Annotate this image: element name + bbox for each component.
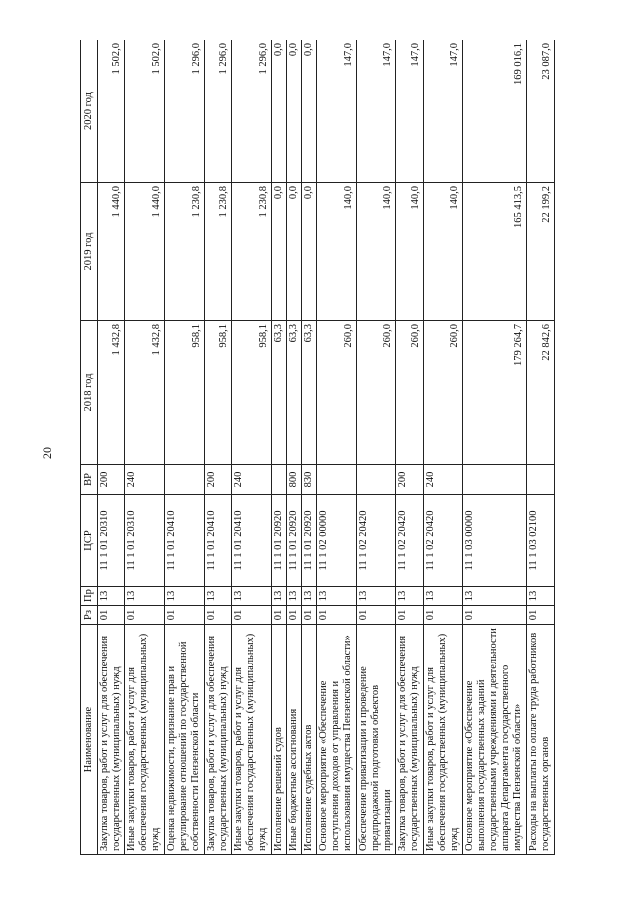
cell-csr: 11 1 01 20410	[165, 495, 205, 587]
cell-vr: 200	[204, 465, 231, 495]
cell-vr	[356, 465, 396, 495]
cell-csr: 11 1 01 20410	[232, 495, 272, 587]
cell-2019: 165 413,5	[463, 183, 527, 321]
cell-vr: 800	[286, 465, 301, 495]
cell-csr: 11 1 02 00000	[317, 495, 357, 587]
cell-2018: 63,3	[286, 321, 301, 465]
cell-2019: 0,0	[286, 183, 301, 321]
table-row	[463, 40, 527, 855]
cell-2020: 1 502,0	[125, 40, 165, 183]
cell-name: Закупка товаров, работ и услуг для обеспечения государственных (муниципальных) нужд	[204, 625, 231, 855]
cell-vr: 240	[423, 465, 463, 495]
cell-csr: 11 1 01 20310	[125, 495, 165, 587]
cell-2020: 147,0	[396, 40, 423, 183]
table-row	[125, 40, 165, 855]
cell-pr: 13	[463, 587, 527, 606]
cell-rz: 01	[125, 606, 165, 625]
table-row	[204, 40, 231, 855]
cell-name: Оценка недвижимости, признание прав и регулирование отношений по государственной собственности Пензенской области	[165, 625, 205, 855]
cell-pr: 13	[286, 587, 301, 606]
cell-vr: 240	[232, 465, 272, 495]
cell-name: Основное мероприятие «Обеспечение выполнения государственных заданий государственными учреждениями и деятельности аппарата Департамента государственного имущества Пензенской области»	[463, 625, 527, 855]
cell-csr: 11 1 01 20920	[271, 495, 286, 587]
table-row	[302, 40, 317, 855]
cell-2019: 140,0	[396, 183, 423, 321]
cell-pr: 13	[165, 587, 205, 606]
table-row	[527, 40, 555, 855]
cell-2018: 958,1	[232, 321, 272, 465]
cell-rz: 01	[527, 606, 555, 625]
cell-rz: 01	[423, 606, 463, 625]
table-row	[98, 40, 125, 855]
cell-csr: 11 1 03 00000	[463, 495, 527, 587]
cell-csr: 11 1 02 20420	[396, 495, 423, 587]
cell-2020: 1 296,0	[165, 40, 205, 183]
header-2018: 2018 год	[81, 321, 98, 465]
cell-2019: 140,0	[317, 183, 357, 321]
cell-rz: 01	[396, 606, 423, 625]
header-vr: ВР	[81, 465, 98, 495]
rotated-table-wrapper	[80, 40, 555, 855]
cell-2018: 260,0	[423, 321, 463, 465]
table-row	[271, 40, 286, 855]
header-name: Наименование	[81, 625, 98, 855]
cell-name: Иные бюджетные ассигнования	[286, 625, 301, 855]
budget-table	[80, 40, 555, 855]
cell-rz: 01	[463, 606, 527, 625]
cell-2018: 958,1	[204, 321, 231, 465]
header-row	[81, 40, 98, 855]
cell-pr: 13	[302, 587, 317, 606]
cell-2019: 1 440,0	[98, 183, 125, 321]
header-2020: 2020 год	[81, 40, 98, 183]
cell-2018: 179 264,7	[463, 321, 527, 465]
cell-pr: 13	[527, 587, 555, 606]
cell-2019: 1 230,8	[232, 183, 272, 321]
cell-2018: 1 432,8	[125, 321, 165, 465]
page-number: 20	[40, 447, 54, 459]
cell-rz: 01	[302, 606, 317, 625]
table-row	[423, 40, 463, 855]
cell-rz: 01	[286, 606, 301, 625]
header-pr: Пр	[81, 587, 98, 606]
cell-vr	[317, 465, 357, 495]
cell-name: Исполнение судебных актов	[302, 625, 317, 855]
cell-csr: 11 1 02 20420	[356, 495, 396, 587]
cell-2020: 147,0	[317, 40, 357, 183]
cell-csr: 11 1 01 20410	[204, 495, 231, 587]
cell-2018: 260,0	[317, 321, 357, 465]
cell-2018: 260,0	[356, 321, 396, 465]
cell-csr: 11 1 01 20920	[302, 495, 317, 587]
cell-vr: 200	[98, 465, 125, 495]
cell-2018: 63,3	[271, 321, 286, 465]
cell-rz: 01	[232, 606, 272, 625]
cell-2019: 22 199,2	[527, 183, 555, 321]
table-row	[356, 40, 396, 855]
cell-pr: 13	[356, 587, 396, 606]
cell-name: Исполнение решений судов	[271, 625, 286, 855]
cell-name: Закупка товаров, работ и услуг для обеспечения государственных (муниципальных) нужд	[98, 625, 125, 855]
cell-name: Иные закупки товаров, работ и услуг для обеспечения государственных (муниципальных) нужд	[232, 625, 272, 855]
cell-vr: 200	[396, 465, 423, 495]
cell-2020: 147,0	[423, 40, 463, 183]
cell-csr: 11 1 01 20310	[98, 495, 125, 587]
cell-name: Иные закупки товаров, работ и услуг для обеспечения государственных (муниципальных) нужд	[423, 625, 463, 855]
cell-2020: 1 296,0	[204, 40, 231, 183]
cell-pr: 13	[317, 587, 357, 606]
cell-rz: 01	[204, 606, 231, 625]
table-row	[396, 40, 423, 855]
header-2019: 2019 год	[81, 183, 98, 321]
cell-pr: 13	[423, 587, 463, 606]
cell-2019: 0,0	[271, 183, 286, 321]
cell-2018: 22 842,6	[527, 321, 555, 465]
cell-vr	[165, 465, 205, 495]
cell-2019: 1 230,8	[204, 183, 231, 321]
cell-pr: 13	[125, 587, 165, 606]
cell-rz: 01	[317, 606, 357, 625]
cell-2019: 140,0	[356, 183, 396, 321]
cell-rz: 01	[356, 606, 396, 625]
cell-2018: 958,1	[165, 321, 205, 465]
cell-2020: 0,0	[302, 40, 317, 183]
cell-pr: 13	[204, 587, 231, 606]
cell-csr: 11 1 02 20420	[423, 495, 463, 587]
cell-2020: 169 016,1	[463, 40, 527, 183]
cell-csr: 11 1 01 20920	[286, 495, 301, 587]
cell-rz: 01	[165, 606, 205, 625]
cell-name: Расходы на выплаты по оплате труда работников государственных органов	[527, 625, 555, 855]
cell-2020: 1 502,0	[98, 40, 125, 183]
table-row	[286, 40, 301, 855]
cell-2018: 63,3	[302, 321, 317, 465]
cell-2019: 1 440,0	[125, 183, 165, 321]
cell-2020: 147,0	[356, 40, 396, 183]
cell-pr: 13	[271, 587, 286, 606]
cell-pr: 13	[396, 587, 423, 606]
cell-name: Основное мероприятие «Обеспечение поступления доходов от управления и использования имущества Пензенской области»	[317, 625, 357, 855]
cell-vr: 240	[125, 465, 165, 495]
cell-2019: 1 230,8	[165, 183, 205, 321]
cell-2020: 0,0	[271, 40, 286, 183]
cell-2018: 1 432,8	[98, 321, 125, 465]
header-rz: Рз	[81, 606, 98, 625]
cell-2018: 260,0	[396, 321, 423, 465]
cell-name: Обеспечение приватизации и проведение предпродажной подготовки объектов приватизации	[356, 625, 396, 855]
table-row	[165, 40, 205, 855]
table-row	[317, 40, 357, 855]
cell-pr: 13	[232, 587, 272, 606]
cell-pr: 13	[98, 587, 125, 606]
cell-name: Закупка товаров, работ и услуг для обеспечения государственных (муниципальных) нужд	[396, 625, 423, 855]
cell-vr: 830	[302, 465, 317, 495]
cell-2020: 0,0	[286, 40, 301, 183]
cell-csr: 11 1 03 02100	[527, 495, 555, 587]
cell-2019: 0,0	[302, 183, 317, 321]
cell-2020: 23 087,0	[527, 40, 555, 183]
cell-2020: 1 296,0	[232, 40, 272, 183]
table-row	[232, 40, 272, 855]
cell-vr	[527, 465, 555, 495]
cell-rz: 01	[98, 606, 125, 625]
cell-rz: 01	[271, 606, 286, 625]
cell-vr	[271, 465, 286, 495]
cell-2019: 140,0	[423, 183, 463, 321]
header-csr: ЦСР	[81, 495, 98, 587]
cell-name: Иные закупки товаров, работ и услуг для обеспечения государственных (муниципальных) нужд	[125, 625, 165, 855]
cell-vr	[463, 465, 527, 495]
table-stage	[80, 40, 555, 855]
